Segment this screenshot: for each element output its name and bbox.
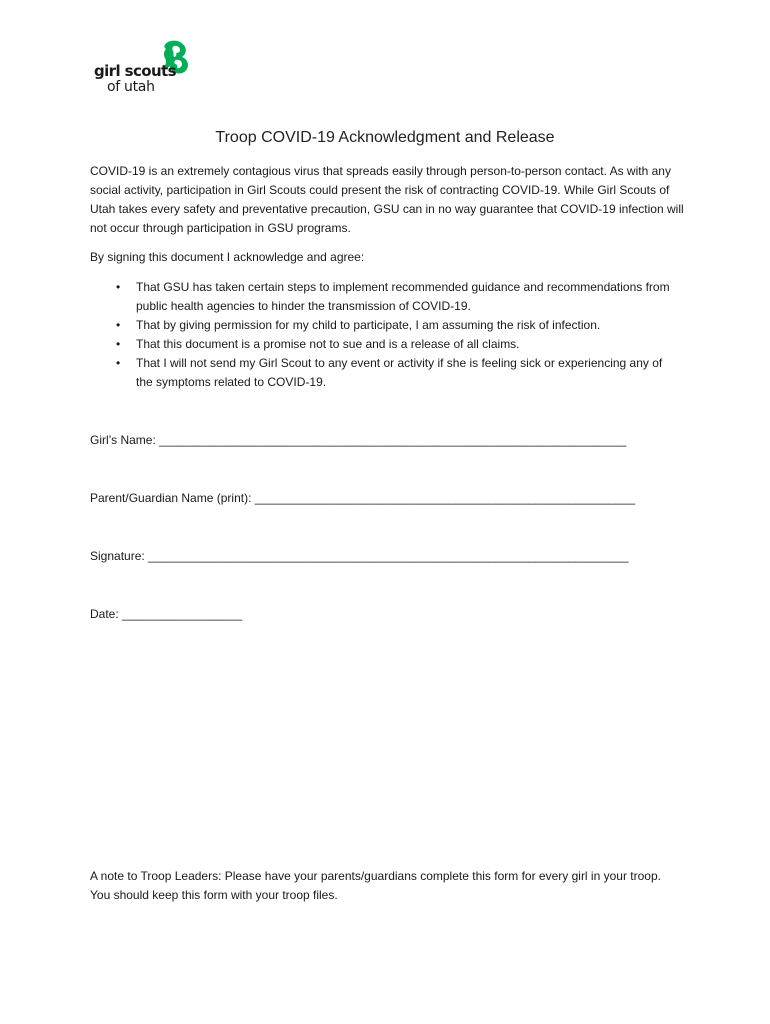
list-item-text: That GSU has taken certain steps to implement recommended guidance and recommendations from public health agencies to hinder the transmission of COVID-19. (136, 280, 670, 313)
list-item-text: That I will not send my Girl Scout to any event or activity if she is feeling sick or experiencing any of the symptoms related to COVID-19. (136, 356, 663, 389)
list-item (90, 335, 676, 354)
logo-sub-text: of utah (107, 79, 155, 95)
list-item-text: That by giving permission for my child to participate, I am assuming the risk of infection. (136, 318, 601, 332)
troop-leader-note: A note to Troop Leaders: Please have your parents/guardians complete this form for every girl in your troop. You should keep this form with your troop files. (90, 869, 661, 902)
logo-brand-text: girl scouts (94, 62, 176, 80)
intro-paragraph: COVID-19 is an extremely contagious virus that spreads easily through person-to-person contact. As with any social activity, participation in Girl Scouts could present the risk of contracting COVID-19. While Girl Scouts of Utah takes every safety and preventative precaution, GSU can in no way guarantee that COVID-19 infection will not occur through participation in GSU programs. (90, 164, 684, 235)
bullet-marker: • (116, 280, 121, 294)
list-item (90, 278, 676, 316)
girl-scouts-logo (94, 40, 204, 100)
signature-field[interactable]: Signature: ________________________________________________________________________ (90, 549, 629, 563)
date-field[interactable]: Date: __________________ (90, 607, 243, 621)
document-body (90, 162, 690, 392)
agree-lead: By signing this document I acknowledge and agree: (90, 250, 365, 264)
bullet-marker: • (116, 318, 121, 332)
page-title: Troop COVID-19 Acknowledgment and Release (215, 129, 555, 146)
bullet-marker: • (116, 337, 121, 351)
parent-name-field[interactable]: Parent/Guardian Name (print): _________________________________________________________ (90, 491, 636, 505)
bullet-marker: • (116, 356, 121, 370)
agreement-list (90, 278, 690, 392)
girls-name-field[interactable]: Girl’s Name: ______________________________________________________________________ (90, 433, 627, 447)
list-item (90, 354, 676, 392)
list-item (90, 316, 676, 335)
list-item-text: That this document is a promise not to sue and is a release of all claims. (136, 337, 520, 351)
